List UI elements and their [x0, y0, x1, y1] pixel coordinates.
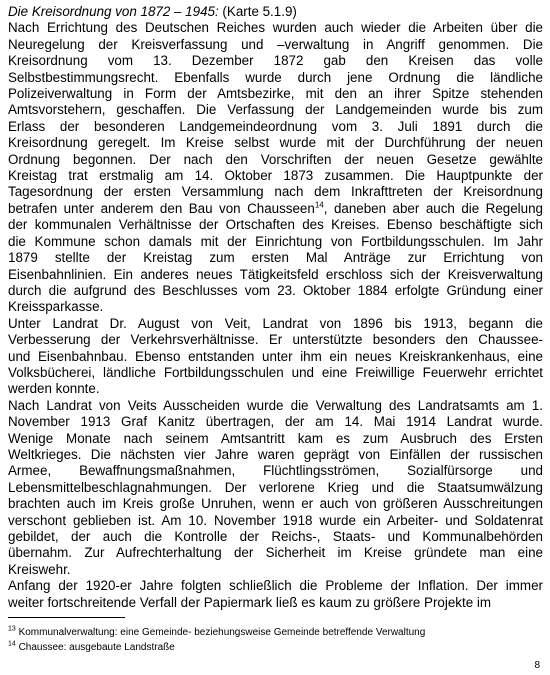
line-text: durch die aufgrund des Beschlusses vom 23. Oktober 1884 erfolgte Gründung einer: [8, 282, 543, 298]
line-text: Lebensmittelbeschlagnahmungen. Der verlorene Krieg und die Staatsumwälzung: [8, 479, 543, 495]
line-text: Unter Landrat Dr. August von Veit, Landrat von 1896 bis 1913, begann die: [8, 315, 543, 331]
text-line: [8, 562, 543, 578]
text-line: [8, 480, 543, 496]
text-line: [8, 152, 543, 168]
text-line: [8, 234, 543, 250]
line-text: Polizeiverwaltung in Form der Amtsbezirke, mit den an ihrer Spitze stehenden: [8, 86, 543, 102]
line-text: Erlass der besonderen Landgemeindeordnung vom 3. Juli 1891 durch die: [8, 118, 543, 134]
line-text: Nach Landrat von Veits Ausscheiden wurde die Verwaltung des Landratsamts am 1.: [8, 397, 543, 413]
text-line: [8, 283, 543, 299]
text-line: [8, 20, 543, 36]
text-line: [8, 184, 543, 200]
text-line: [8, 365, 543, 381]
line-text: Armee, Bewaffnungsmaßnahmen, Flüchtlingsströmen, Sozialfürsorge und: [8, 463, 543, 479]
line-text: und Eisenbahnbau. Ebenso entstanden unter ihm ein neues Kreiskrankenhaus, eine: [8, 348, 543, 364]
footnotes: [8, 625, 543, 655]
text-line: [8, 316, 543, 332]
text-line: [8, 578, 543, 594]
text-line: [8, 349, 543, 365]
line-text: Volksbücherei, ländliche Fortbildungsschulen und eine Freiwillige Feuerwehr errichtet: [8, 364, 543, 380]
footnote: [8, 625, 543, 640]
line-text: Ordnung begonnen. Der nach den Vorschriften der neuen Gesetze gewählte: [8, 151, 543, 167]
text-line: [8, 431, 543, 447]
paragraphs: [8, 20, 543, 611]
text-line: [8, 529, 543, 545]
text-line: [8, 299, 543, 315]
footnote-number: 14: [8, 640, 16, 648]
text-line: [8, 135, 543, 151]
text-line: [8, 37, 543, 53]
line-text: die Kommune schon damals mit der Einrichtung von Fortbildungsschulen. Im Jahr: [8, 233, 543, 249]
heading-map-reference: (Karte 5.1.9): [222, 4, 297, 19]
text-line: [8, 119, 543, 135]
line-text: Kreissparkasse.: [8, 299, 104, 315]
text-line: [8, 102, 543, 118]
paragraph: [8, 20, 543, 315]
line-text: Neuregelung der Kreisverfassung und –verwaltung in Angriff genommen. Die: [8, 36, 543, 52]
text-line: [8, 70, 543, 86]
text-line: [8, 513, 543, 529]
line-text: werden konnte.: [8, 381, 100, 397]
footnote-text: Chaussee: ausgebaute Landstraße: [15, 642, 175, 653]
section-heading: [8, 4, 543, 20]
body-text: [8, 4, 543, 611]
footnote: [8, 640, 543, 655]
text-line: [8, 463, 543, 479]
line-text: Anfang der 1920-er Jahre folgten schließlich die Probleme der Inflation. Der immer: [8, 578, 543, 594]
footnote-separator: [8, 617, 125, 618]
line-text: übernahm. Zur Aufrechterhaltung der Sicherheit im Kreise gründete man eine: [8, 545, 543, 561]
line-text: Amtsvorstehern, geschaffen. Die Verfassung der Landgemeinden wurde bis zum: [8, 102, 543, 118]
text-line: [8, 398, 543, 414]
paragraph: [8, 316, 543, 398]
line-text: betrafen unter anderem den Bau von Chausseen: [8, 200, 315, 216]
line-text: brachten auch im Kreis große Unruhen, wenn er auch von größeren Ausschreitungen: [8, 496, 543, 512]
text-line: [8, 447, 543, 463]
text-line: [8, 414, 543, 430]
heading-title: Die Kreisordnung von 1872 – 1945:: [8, 4, 219, 19]
text-line: [8, 168, 543, 184]
line-text: Kreisordnung geregelt. Im Kreise selbst wurde mit der Durchführung der neuen: [8, 135, 543, 151]
text-line: [8, 595, 543, 611]
line-text: Selbstbestimmungsrecht. Ebenfalls wurde durch jene Ordnung die ländliche: [8, 69, 543, 85]
paragraph: [8, 578, 543, 611]
line-text: Nach Errichtung des Deutschen Reiches wurden auch wieder die Arbeiten über die: [8, 20, 543, 36]
line-text: Weltkrieges. Die nächsten vier Jahre waren geprägt von Einfällen der russischen: [8, 446, 543, 462]
text-line: [8, 250, 543, 266]
text-line: [8, 201, 543, 217]
line-text: der kommunalen Verhältnisse der Ortschaften des Kreises. Ebenso beschäftigte sich: [8, 217, 543, 233]
line-text: Verbesserung der Verkehrsverhältnisse. Er unterstützte besonders den Chaussee-: [8, 332, 543, 348]
footnote-number: 13: [8, 625, 16, 633]
text-line: [8, 496, 543, 512]
line-text: Wenige Monate nach seinem Amtsantritt kam es zum Ausbruch des Ersten: [8, 430, 543, 446]
line-text: gebildet, der auch die Kontrolle der Reichs-, Staats- und Kommunalbehörden: [8, 529, 543, 544]
page-number: 8: [534, 660, 540, 671]
footnote-text: Kommunalverwaltung: eine Gemeinde- beziehungsweise Gemeinde betreffende Verwaltung: [15, 627, 426, 638]
text-line: [8, 86, 543, 102]
text-line: [8, 545, 543, 561]
text-line: [8, 332, 543, 348]
line-text: Eisenbahnlinien. Ein anderes neues Tätigkeitsfeld erschloss sich der Kreisverwaltung: [8, 266, 543, 282]
text-line: [8, 217, 543, 233]
line-text: Tagesordnung der ersten Versammlung nach dem Inkrafttreten der Kreisordnung: [8, 184, 543, 200]
text-line: [8, 267, 543, 283]
line-text: Kreiswehr.: [8, 561, 71, 577]
line-text: Kreistag trat erstmalig am 14. Oktober 1873 zusammen. Die Hauptpunkte der: [8, 168, 543, 184]
line-text: weiter fortschreitende Verfall der Papiermark ließ es kaum zu größere Projekte im: [8, 594, 491, 610]
line-text-continuation: , daneben aber auch die Regelung: [323, 200, 543, 216]
line-text: Kreisordnung vom 13. Dezember 1872 gab den Kreisen das volle: [8, 53, 543, 69]
footnote-reference: 14: [314, 200, 324, 210]
line-text: 1879 stellte der Kreistag zum ersten Mal Anträge zur Errichtung von: [8, 250, 543, 266]
text-line: [8, 53, 543, 69]
paragraph: [8, 398, 543, 578]
text-line: [8, 381, 543, 397]
line-text: November 1913 Graf Kanitz übertragen, der am 14. Mai 1914 Landrat wurde.: [8, 414, 543, 430]
line-text: verschont geblieben ist. Am 10. November 1918 wurde ein Arbeiter- und Soldatenrat: [8, 512, 543, 528]
